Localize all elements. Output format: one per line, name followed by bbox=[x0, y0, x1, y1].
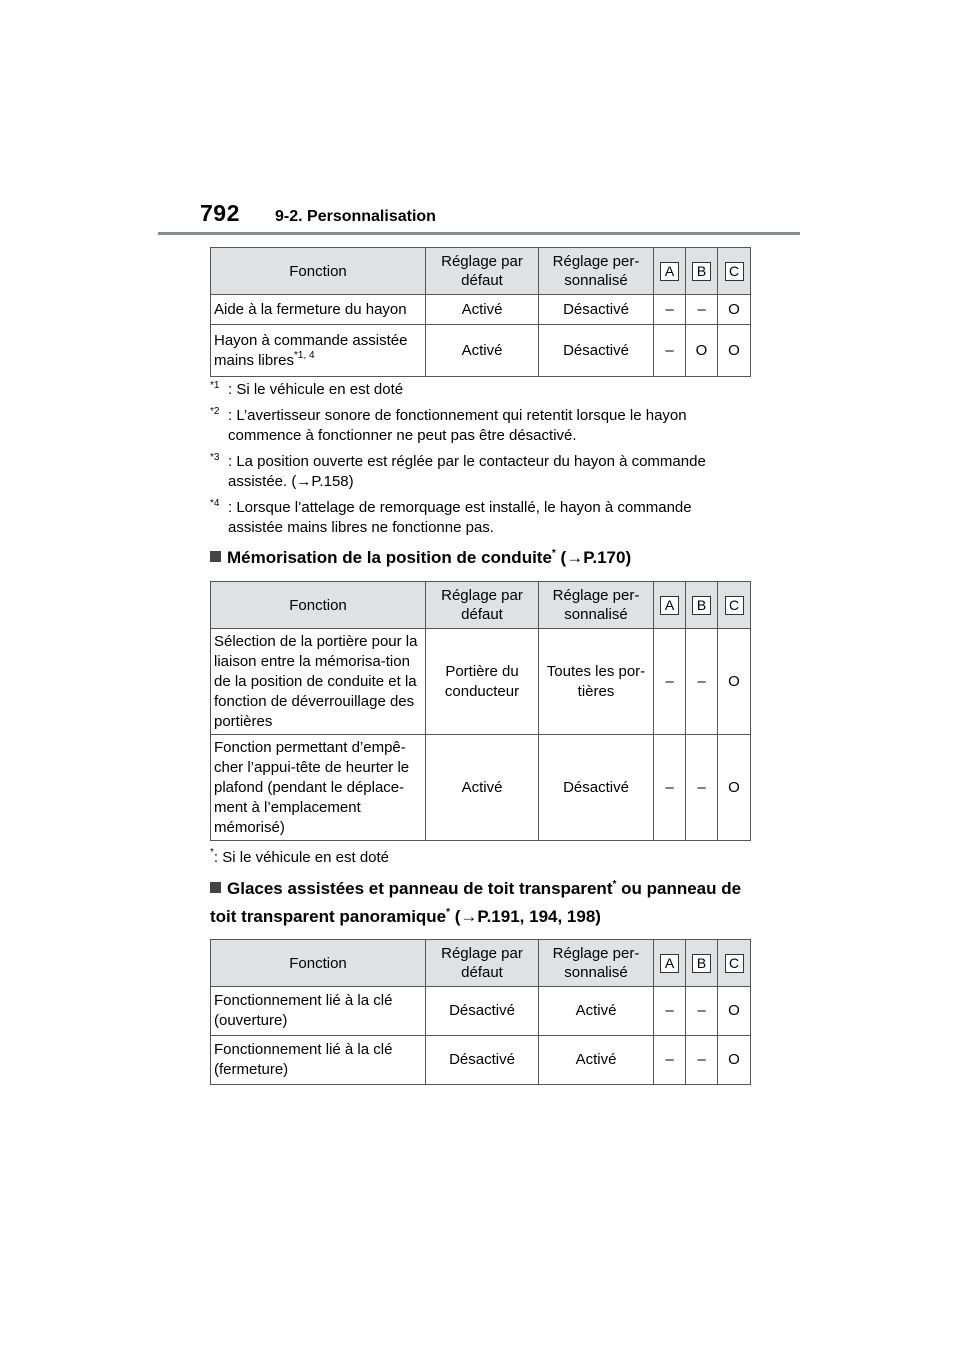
col-header-function: Fonction bbox=[211, 248, 426, 295]
footnote-ref: *1, 4 bbox=[294, 349, 315, 361]
table-row bbox=[211, 1036, 751, 1085]
box-a: A bbox=[660, 262, 679, 281]
box-a: A bbox=[660, 954, 679, 973]
cell-a: – bbox=[654, 325, 686, 377]
cell-c: O bbox=[718, 629, 751, 735]
cell-default: Activé bbox=[426, 735, 539, 841]
col-header-default: Réglage par défaut bbox=[426, 582, 539, 629]
cell-b: O bbox=[686, 325, 718, 377]
heading-driving-position-memory bbox=[210, 544, 770, 572]
square-bullet-icon bbox=[210, 882, 221, 893]
cell-function: Fonctionnement lié à la clé (fermeture) bbox=[211, 1036, 426, 1085]
box-b: B bbox=[692, 954, 711, 973]
settings-table-windows-roof bbox=[210, 939, 751, 1085]
header-rule bbox=[158, 232, 800, 235]
col-header-c bbox=[718, 940, 751, 987]
table-row bbox=[211, 325, 751, 377]
box-b: B bbox=[692, 262, 711, 281]
box-c: C bbox=[725, 596, 744, 615]
table-row bbox=[211, 629, 751, 735]
col-header-default: Réglage par défaut bbox=[426, 940, 539, 987]
box-c: C bbox=[725, 954, 744, 973]
footnote-ref: * bbox=[612, 879, 617, 890]
footnote-mark: * bbox=[210, 847, 214, 858]
cell-function bbox=[211, 325, 426, 377]
footnote-mark: *3 bbox=[210, 452, 220, 463]
cell-custom: Activé bbox=[539, 1036, 654, 1085]
footnote bbox=[210, 406, 750, 446]
cell-function: Aide à la fermeture du hayon bbox=[211, 295, 426, 325]
col-header-a bbox=[654, 940, 686, 987]
cell-a: – bbox=[654, 629, 686, 735]
cell-function: Sélection de la portière pour la liaison entre la mémorisa-tion de la position de conduite et la fonction de déverrouillage des portières bbox=[211, 629, 426, 735]
cell-default: Portière du conducteur bbox=[426, 629, 539, 735]
table-row bbox=[211, 987, 751, 1036]
settings-table-tailgate bbox=[210, 247, 751, 377]
cell-b: – bbox=[686, 295, 718, 325]
col-header-c bbox=[718, 582, 751, 629]
cell-default: Désactivé bbox=[426, 1036, 539, 1085]
footnote-ref: * bbox=[446, 907, 451, 918]
cell-a: – bbox=[654, 735, 686, 841]
cell-custom: Activé bbox=[539, 987, 654, 1036]
settings-table-driving-position bbox=[210, 581, 751, 841]
footnote-table2 bbox=[210, 849, 389, 866]
square-bullet-icon bbox=[210, 551, 221, 562]
cell-default: Activé bbox=[426, 295, 539, 325]
col-header-custom: Réglage per-sonnalisé bbox=[539, 940, 654, 987]
cell-custom: Toutes les por-tières bbox=[539, 629, 654, 735]
col-header-custom: Réglage per-sonnalisé bbox=[539, 582, 654, 629]
box-b: B bbox=[692, 596, 711, 615]
cell-b: – bbox=[686, 735, 718, 841]
heading-text: Mémorisation de la position de conduite bbox=[227, 548, 552, 567]
heading-text-part1: Glaces assistées et panneau de toit transparent bbox=[227, 879, 613, 898]
footnote-mark: *4 bbox=[210, 498, 220, 509]
footnote-text: : L’avertisseur sonore de fonctionnement qui retentit lorsque le hayon commence à fonctionner ne peut pas être désactivé. bbox=[228, 407, 687, 444]
cell-function: Fonctionnement lié à la clé (ouverture) bbox=[211, 987, 426, 1036]
section-title: 9-2. Personnalisation bbox=[275, 208, 436, 225]
footnote bbox=[210, 498, 750, 538]
col-header-custom: Réglage per-sonnalisé bbox=[539, 248, 654, 295]
footnote-text: : Lorsque l’attelage de remorquage est installé, le hayon à commande assistée mains libres ne fonctionne pas. bbox=[228, 499, 692, 536]
cell-a: – bbox=[654, 1036, 686, 1085]
cell-b: – bbox=[686, 629, 718, 735]
cell-default: Activé bbox=[426, 325, 539, 377]
cell-custom: Désactivé bbox=[539, 325, 654, 377]
cell-custom: Désactivé bbox=[539, 295, 654, 325]
cell-c: O bbox=[718, 295, 751, 325]
col-header-a bbox=[654, 582, 686, 629]
footnotes-table1 bbox=[210, 380, 750, 544]
page-number: 792 bbox=[200, 200, 240, 226]
cell-a: – bbox=[654, 295, 686, 325]
footnote-text: : Si le véhicule en est doté bbox=[228, 381, 404, 398]
footnote bbox=[210, 380, 750, 400]
cell-c: O bbox=[718, 987, 751, 1036]
footnote-text: : La position ouverte est réglée par le contacteur du hayon à commande assistée. (→P.158) bbox=[228, 453, 706, 490]
cell-function: Fonction permettant d’empê-cher l’appui-tête de heurter le plafond (pendant le déplace-ment à l’emplacement mémorisé) bbox=[211, 735, 426, 841]
cell-b: – bbox=[686, 1036, 718, 1085]
function-text: Hayon à commande assistée mains libres bbox=[214, 331, 408, 369]
footnote-ref: * bbox=[551, 548, 556, 559]
col-header-function: Fonction bbox=[211, 940, 426, 987]
footnote-text: : Si le véhicule en est doté bbox=[213, 849, 390, 866]
footnote bbox=[210, 452, 750, 492]
heading-text-part2: ou panneau de toit transparent panoramique bbox=[210, 879, 742, 926]
cell-c: O bbox=[718, 325, 751, 377]
col-header-default: Réglage par défaut bbox=[426, 248, 539, 295]
footnote-mark: *2 bbox=[210, 406, 220, 417]
cell-custom: Désactivé bbox=[539, 735, 654, 841]
cell-c: O bbox=[718, 1036, 751, 1085]
col-header-a bbox=[654, 248, 686, 295]
table-row bbox=[211, 295, 751, 325]
cell-c: O bbox=[718, 735, 751, 841]
col-header-b bbox=[686, 582, 718, 629]
cell-a: – bbox=[654, 987, 686, 1036]
col-header-b bbox=[686, 940, 718, 987]
col-header-function: Fonction bbox=[211, 582, 426, 629]
page-reference: (→P.170) bbox=[555, 548, 632, 567]
cell-default: Désactivé bbox=[426, 987, 539, 1036]
cell-b: – bbox=[686, 987, 718, 1036]
page-reference: (→P.191, 194, 198) bbox=[450, 907, 601, 926]
box-a: A bbox=[660, 596, 679, 615]
footnote-mark: *1 bbox=[210, 380, 220, 391]
col-header-c bbox=[718, 248, 751, 295]
heading-power-windows-roof bbox=[210, 875, 770, 931]
box-c: C bbox=[725, 262, 744, 281]
col-header-b bbox=[686, 248, 718, 295]
table-row bbox=[211, 735, 751, 841]
